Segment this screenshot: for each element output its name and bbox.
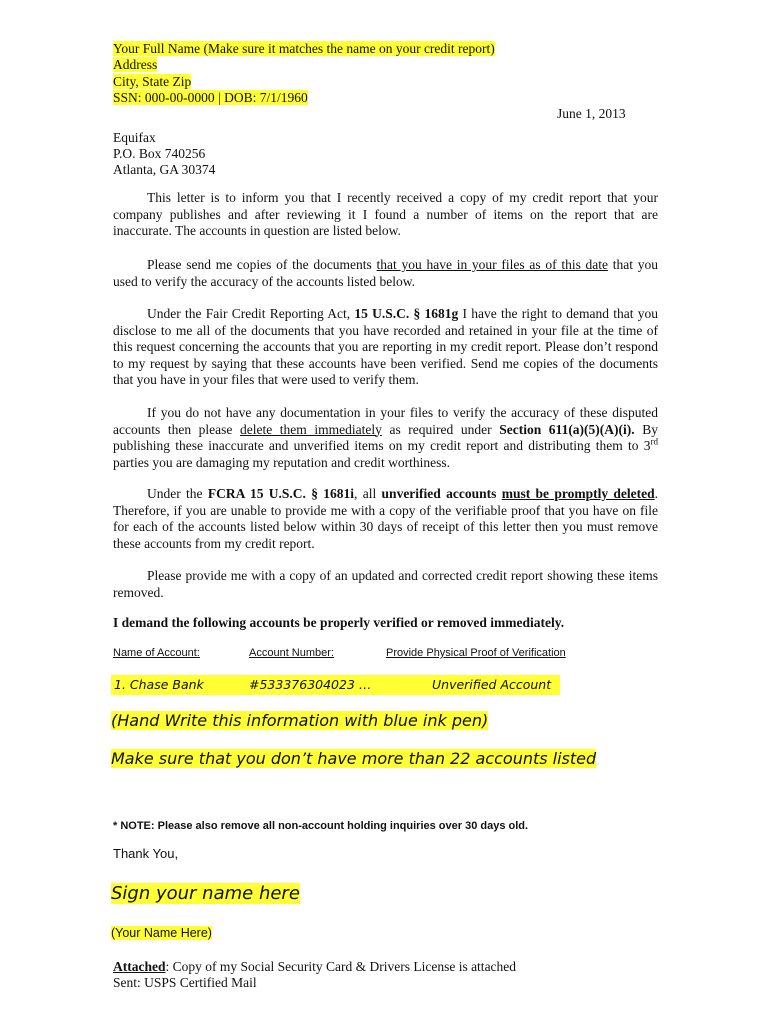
signature-placeholder: Sign your name here	[111, 883, 300, 904]
account-limit-instruction: Make sure that you don’t have more than 22 accounts listed	[111, 749, 597, 768]
paragraph-2: Please send me copies of the documents that you have in your files as of this date that you used to verify the accuracy of the accounts listed below.	[113, 257, 658, 289]
paragraph-1: This letter is to inform you that I recently received a copy of my credit report that your company publishes and after reviewing it I found a number of items on the report that are inaccurate. The accounts in question are listed below.	[113, 190, 658, 238]
sender-ssn-dob: SSN: 000-00-0000 | DOB: 7/1/1960	[113, 90, 308, 105]
header-account-number: Account Number:	[249, 647, 334, 659]
sent-method: Sent: USPS Certified Mail	[113, 975, 257, 990]
closing-thank-you: Thank You,	[113, 846, 179, 861]
recipient-city: Atlanta, GA 30374	[113, 162, 216, 177]
account-row-name: 1. Chase Bank	[114, 677, 204, 692]
paragraph-3: Under the Fair Credit Reporting Act, 15 U.S.C. § 1681g I have the right to demand that you disclose to me all of the documents that you have recorded and retained in your file at the time of this request concerning the accounts that you are reporting in my credit report. Please don’t respond to my request by saying that these accounts have been verified. Send me copies of the documents that you have in your files that were used to verify them.	[113, 306, 658, 387]
attachment-line: Attached: Copy of my Social Security Card & Drivers License is attached	[113, 959, 517, 974]
sender-address: Address	[113, 57, 158, 72]
paragraph-5: Under the FCRA 15 U.S.C. § 1681i, all unverified accounts must be promptly deleted. Therefore, if you are unable to provide me with a copy of the verifiable proof that you have on file for each of the accounts listed below within 30 days of receipt of this letter then you must remove these accounts from my credit report.	[113, 486, 659, 551]
paragraph-6: Please provide me with a copy of an updated and corrected credit report showing these items removed.	[113, 568, 658, 600]
recipient-name: Equifax	[113, 130, 156, 145]
paragraph-4: If you do not have any documentation in your files to verify the accuracy of these disputed accounts then please delete them immediately as required under Section 611(a)(5)(A)(i). By publishing these inaccurate and unverified items on my credit report and distributing them to 3rd parties you are damaging my reputation and credit worthiness.	[113, 405, 659, 470]
handwrite-instruction: (Hand Write this information with blue ink pen)	[111, 711, 489, 730]
printed-name-placeholder: (Your Name Here)	[111, 926, 212, 940]
sender-city-state-zip: City, State Zip	[113, 74, 192, 89]
inquiry-note: * NOTE: Please also remove all non-account holding inquiries over 30 days old.	[113, 820, 529, 832]
header-account-name: Name of Account:	[113, 647, 200, 659]
recipient-po-box: P.O. Box 740256	[113, 146, 206, 161]
letter-date: June 1, 2013	[557, 106, 626, 121]
sender-name: Your Full Name (Make sure it matches the name on your credit report)	[113, 41, 495, 56]
account-row-proof: Unverified Account	[432, 677, 552, 692]
account-row-number: #533376304023 …	[249, 677, 372, 692]
demand-statement: I demand the following accounts be properly verified or removed immediately.	[113, 615, 565, 630]
header-proof: Provide Physical Proof of Verification	[386, 647, 566, 659]
